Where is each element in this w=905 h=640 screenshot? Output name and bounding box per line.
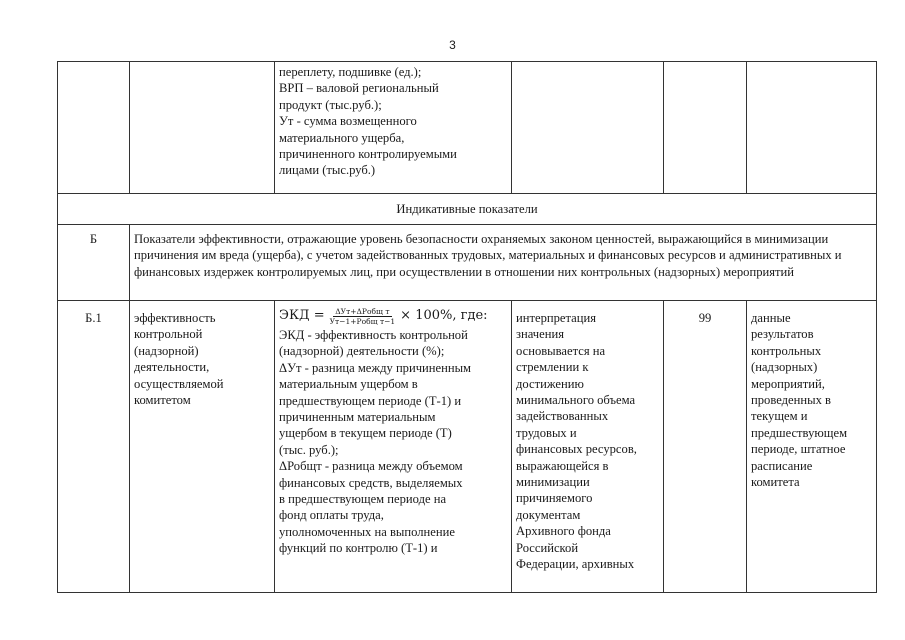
- row-b1-formula-cell: [275, 301, 512, 593]
- section-header-row: [58, 194, 877, 225]
- table-row-b: [58, 225, 877, 301]
- formula-desc-line: финансовых средств, выделяемых: [279, 475, 463, 490]
- interpretation-line: основывается на: [516, 343, 606, 358]
- interpretation-line: документам: [516, 507, 581, 522]
- formula-rhs: × 100%, где:: [400, 308, 488, 324]
- formula-desc-line: в предшествующем периоде на: [279, 492, 447, 507]
- source-line: предшествующем: [751, 425, 848, 440]
- formula-desc-line: причиненным материальным: [279, 410, 436, 425]
- formula-line: лицами (тыс.руб.): [279, 163, 376, 178]
- formula-line: материального ущерба,: [279, 130, 405, 145]
- interpretation-line: финансовых ресурсов,: [516, 442, 637, 457]
- row-b-text: Показатели эффективности, отражающие уровень безопасности охраняемых законом ценностей, выражающийся в минимизации причинения им вреда (ущерба), с учетом задействованных трудовых, материальных и финансовых ресурсов и административных и финансовых издержек контролируемых лиц, при осуществлении в отношении них контрольных (надзорных) мероприятий: [130, 225, 877, 301]
- row-b1-interpretation: [512, 301, 664, 593]
- source-line: расписание: [751, 458, 813, 473]
- source-line: результатов: [751, 327, 814, 342]
- interpretation-line: задействованных: [516, 409, 609, 424]
- table-row-continued: [58, 62, 877, 194]
- page-number: 3: [449, 38, 456, 52]
- formula-line: ВРП – валовой региональный: [279, 81, 439, 96]
- source-line: текущем и: [751, 409, 808, 424]
- cell-interpretation-empty: [512, 62, 664, 194]
- source-line: данные: [751, 311, 791, 325]
- cell-name-empty: [130, 62, 275, 194]
- cell-source-empty: [747, 62, 877, 194]
- row-b1-target-value: 99: [664, 301, 747, 593]
- cell-value-empty: [664, 62, 747, 194]
- source-line: (надзорных): [751, 360, 818, 375]
- source-line: комитета: [751, 475, 800, 490]
- formula-desc-line: ущербом в текущем периоде (Т): [279, 426, 452, 441]
- formula-desc-line: (надзорной) деятельности (%);: [279, 344, 445, 359]
- source-line: мероприятий,: [751, 376, 825, 391]
- table-row-b1: [58, 301, 877, 593]
- source-line: периоде, штатное: [751, 442, 846, 457]
- row-b1-name: эффективность контрольной (надзорной) деятельности, осуществляемой комитетом: [130, 301, 275, 593]
- formula-lhs: ЭКД =: [279, 308, 325, 324]
- ekd-formula: [279, 307, 507, 326]
- interpretation-line: значения: [516, 327, 564, 342]
- formula-desc-line: ΔРобщт - разница между объемом: [279, 459, 463, 474]
- formula-desc-line: материальным ущербом в: [279, 377, 418, 392]
- row-b1-source: [747, 301, 877, 593]
- formula-line: переплету, подшивке (ед.);: [279, 65, 422, 79]
- interpretation-line: минимального объема: [516, 393, 636, 408]
- formula-desc-line: ЭКД - эффективность контрольной: [279, 328, 468, 342]
- interpretation-line: минимизации: [516, 475, 590, 490]
- row-b1-code: Б.1: [58, 301, 130, 593]
- interpretation-line: Федерации, архивных: [516, 557, 635, 572]
- interpretation-line: причиняемого: [516, 491, 593, 506]
- formula-desc-line: уполномоченных на выполнение: [279, 524, 455, 539]
- cell-code-empty: [58, 62, 130, 194]
- row-b-code: Б: [58, 225, 130, 301]
- formula-line: причиненного контролируемыми: [279, 147, 457, 162]
- interpretation-line: интерпретация: [516, 311, 597, 325]
- interpretation-line: стремлении к: [516, 360, 589, 375]
- interpretation-line: Российской: [516, 540, 579, 555]
- formula-desc-line: (тыс. руб.);: [279, 442, 339, 457]
- formula-line: Ут - сумма возмещенного: [279, 114, 417, 129]
- interpretation-line: достижению: [516, 376, 584, 391]
- indicators-table: [57, 61, 877, 593]
- formula-denominator: Ут−1+Робщ т−1: [329, 317, 396, 326]
- source-line: проведенных в: [751, 393, 831, 408]
- cell-formula-continued: [275, 62, 512, 194]
- formula-desc-line: предшествующем периоде (Т-1) и: [279, 393, 462, 408]
- formula-desc-line: функций по контролю (Т-1) и: [279, 541, 438, 556]
- formula-numerator: ΔУт+ΔРобщ т: [335, 307, 390, 316]
- interpretation-line: трудовых и: [516, 425, 577, 440]
- formula-desc-line: ΔУт - разница между причиненным: [279, 360, 472, 375]
- formula-desc-line: фонд оплаты труда,: [279, 508, 384, 523]
- interpretation-line: Архивного фонда: [516, 524, 611, 539]
- formula-fraction: [328, 307, 398, 326]
- section-header: Индикативные показатели: [58, 194, 877, 225]
- formula-line: продукт (тыс.руб.);: [279, 97, 382, 112]
- source-line: контрольных: [751, 343, 822, 358]
- interpretation-line: выражающейся в: [516, 458, 609, 473]
